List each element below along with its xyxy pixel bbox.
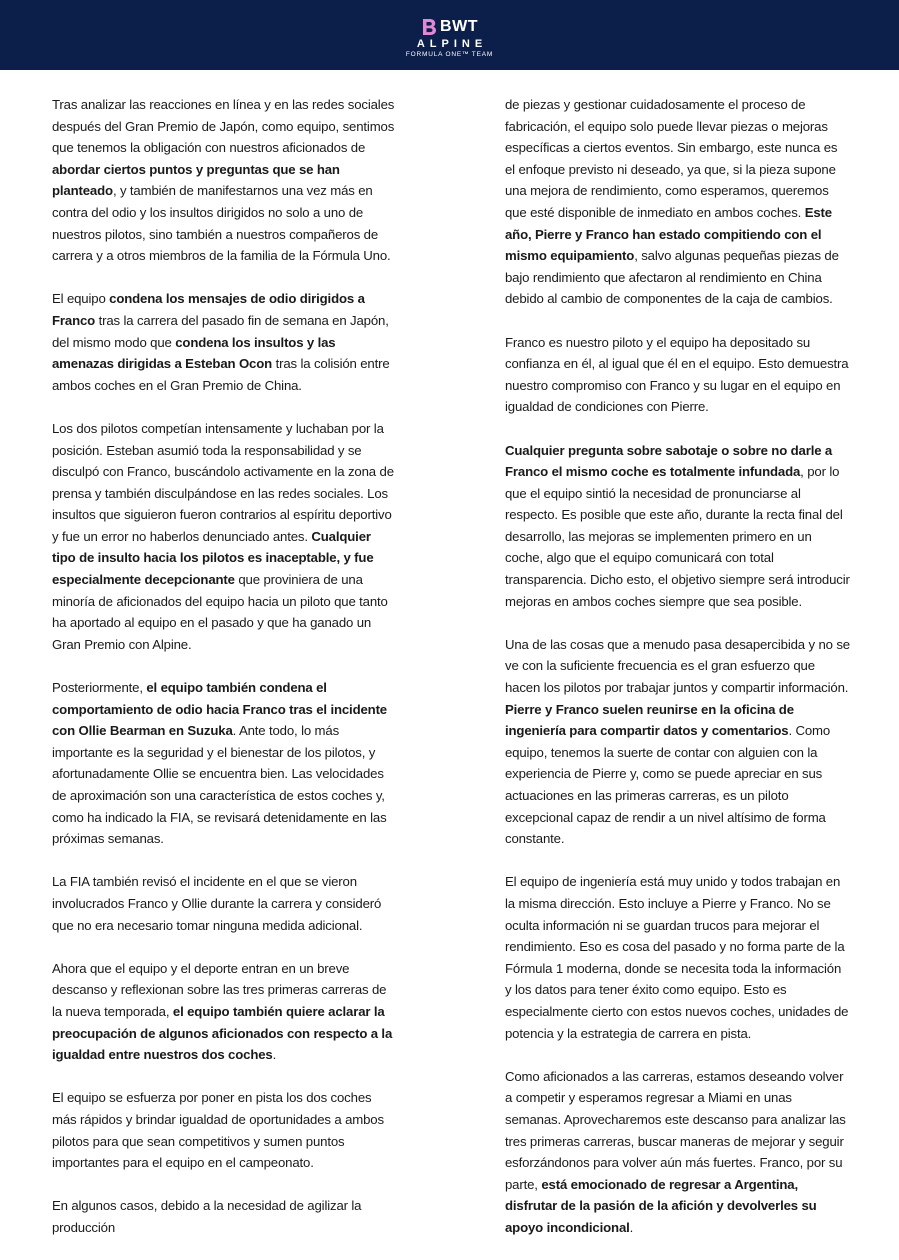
- page-header: [0, 0, 899, 70]
- text-run: , y también de manifestarnos una vez más en contra del odio y los insultos dirigidos no solo a uno de nuestros pilotos, sino también a nuestros compañeros de carrera y a otros miembros de la familia de la Fórmula Uno.: [52, 183, 391, 264]
- paragraph: [505, 1066, 850, 1239]
- text-run: El equipo se esfuerza por poner en pista los dos coches más rápidos y brindar igualdad de oportunidades a ambos pilotos para que sean competitivos y sumen puntos importantes para el equipo en el campeonato.: [52, 1090, 384, 1171]
- statement-body: [0, 70, 899, 1235]
- bwt-b-logo-icon: [421, 18, 437, 36]
- text-run: El equipo de ingeniería está muy unido y todos trabajan en la misma dirección. Esto incluye a Pierre y Franco. No se oculta información ni se guardan trucos para mejorar el rendimiento. Eso es cosa del pasado y no forma parte de la Fórmula 1 moderna, donde se necesita toda la información y los datos para tener éxito como equipo. Esto es especialmente cierto con estos nuevos coches, unidades de potencia y la estrategia de carrera en pista.: [505, 874, 849, 1041]
- paragraph: [505, 332, 850, 418]
- text-run: Una de las cosas que a menudo pasa desapercibida y no se ve con la suficiente frecuencia es el gran esfuerzo que hacen los pilotos por trabajar juntos y compartir información.: [505, 636, 850, 696]
- text-run: Posteriormente,: [52, 680, 147, 696]
- bold-text: condena los insultos y las amenazas dirigidas a Esteban Ocon: [52, 334, 336, 372]
- bold-text: abordar ciertos puntos y preguntas que se han planteado: [52, 161, 340, 199]
- text-run: Como aficionados a las carreras, estamos deseando volver a competir y esperamos regresar a Miami en unas semanas. Aprovecharemos este descanso para analizar las tres primeras carreras, buscar maneras de mejorar y seguir esforzándonos para volver aún más fuertes. Franco, por su parte,: [505, 1068, 846, 1192]
- text-run: tras la colisión entre ambos coches en el Gran Premio de China.: [52, 356, 390, 393]
- paragraph: [52, 288, 397, 396]
- bold-text: el equipo también condena el comportamiento de odio hacia Franco tras el incidente con Ollie Bearman en Suzuka: [52, 680, 387, 739]
- text-run: La FIA también revisó el incidente en el que se vieron involucrados Franco y Ollie durante la carrera y consideró que no era necesario tomar ninguna medida adicional.: [52, 874, 382, 933]
- text-run: Tras analizar las reacciones en línea y en las redes sociales después del Gran Premio de Japón, como equipo, sentimos que tenemos la obligación con nuestros aficionados de: [52, 97, 395, 156]
- text-run: .: [629, 1219, 634, 1235]
- left-column: [52, 94, 397, 1260]
- brand-name: ALPINE: [416, 38, 488, 50]
- bold-text: Cualquier pregunta sobre sabotaje o sobre no darle a Franco el mismo coche es totalmente infundada: [505, 442, 833, 480]
- bold-text: condena los mensajes de odio dirigidos a Franco: [52, 291, 365, 328]
- paragraph: [505, 440, 850, 613]
- bold-text: Cualquier tipo de insulto hacia los pilotos es inaceptable, y fue especialmente decepcionante: [52, 528, 374, 588]
- text-run: .: [272, 1047, 277, 1063]
- paragraph: [52, 418, 397, 656]
- text-run: En algunos casos, debido a la necesidad de agilizar la producción: [52, 1198, 362, 1235]
- text-run: tras la carrera del pasado fin de semana en Japón, del mismo modo que: [52, 312, 389, 350]
- bold-text: Este año, Pierre y Franco han estado compitiendo con el mismo equipamiento: [505, 204, 832, 264]
- text-run: El equipo: [52, 291, 110, 307]
- bold-text: está emocionado de regresar a Argentina, disfrutar de la pasión de la afición y devolverles su apoyo incondicional: [505, 1176, 817, 1235]
- text-run: Los dos pilotos competían intensamente y luchaban por la posición. Esteban asumió toda la responsabilidad y se disculpó con Franco, buscándolo activamente en la zona de prensa y también disculpándose en las redes sociales. Los insultos que siguieron fueron contrarios al espíritu deportivo y fue un error no haberlos denunciado antes.: [52, 420, 394, 544]
- paragraph: [52, 94, 397, 267]
- paragraph: [52, 1087, 397, 1173]
- paragraph: [52, 1195, 397, 1238]
- paragraph: [52, 677, 397, 850]
- paragraph: [52, 871, 397, 936]
- bold-text: el equipo también quiere aclarar la preocupación de algunos aficionados con respecto a la igualdad entre nuestros dos coches: [52, 1003, 393, 1063]
- brand-top: BWT: [440, 18, 478, 35]
- brand-logo: [421, 18, 478, 36]
- paragraph: [505, 634, 850, 850]
- text-run: Franco es nuestro piloto y el equipo ha depositado su confianza en él, al igual que él en el equipo. Esto demuestra nuestro compromiso con Franco y su lugar en el equipo en igualdad de condiciones con Pierre.: [505, 334, 849, 415]
- text-run: , por lo que el equipo sintió la necesidad de pronunciarse al respecto. Es posible que este año, durante la recta final del desarrollo, las mejoras se implementen primero en un coche, algo que el equipo comunicará con total transparencia. Dicho esto, el objetivo siempre será introducir mejoras en ambos coches siempre que sea posible.: [505, 464, 850, 609]
- text-run: Ahora que el equipo y el deporte entran en un breve descanso y reflexionan sobre las tres primeras carreras de la nueva temporada,: [52, 960, 387, 1019]
- paragraph: [52, 958, 397, 1066]
- text-run: que proviniera de una minoría de aficionados del equipo hacia un piloto que tanto ha aportado al equipo en el pasado y que ha ganado un Gran Premio con Alpine.: [52, 572, 388, 652]
- paragraph: [505, 94, 850, 310]
- text-run: , salvo algunas pequeñas piezas de bajo rendimiento que afectaron al rendimiento en China debido al cambio de componentes de la caja de cambios.: [505, 248, 839, 307]
- text-run: . Ante todo, lo más importante es la seguridad y el bienestar de los pilotos, y afortunadamente Ollie se encuentra bien. Las velocidades de aproximación son una característica de estos coches y, como ha indicado la FIA, se revisará detenidamente en las próximas semanas.: [52, 723, 387, 847]
- paragraph: [505, 871, 850, 1044]
- right-column: [505, 94, 850, 1260]
- bold-text: Pierre y Franco suelen reunirse en la oficina de ingeniería para compartir datos y comentarios: [505, 701, 794, 739]
- text-run: de piezas y gestionar cuidadosamente el proceso de fabricación, el equipo solo puede llevar piezas o mejoras específicas a ciertos eventos. Sin embargo, este nunca es el enfoque previsto ni deseado, ya que, si la pieza supone una mejora de rendimiento, como esperamos, queremos que esté disponible de inmediato en ambos coches.: [505, 97, 838, 220]
- brand-subtitle: FORMULA ONE™ TEAM: [405, 51, 494, 58]
- text-run: . Como equipo, tenemos la suerte de contar con alguien con la experiencia de Pierre y, como se puede apreciar en sus actuaciones en las primeras carreras, es un piloto excepcional capaz de rendir a un nivel altísimo de forma constante.: [505, 723, 831, 847]
